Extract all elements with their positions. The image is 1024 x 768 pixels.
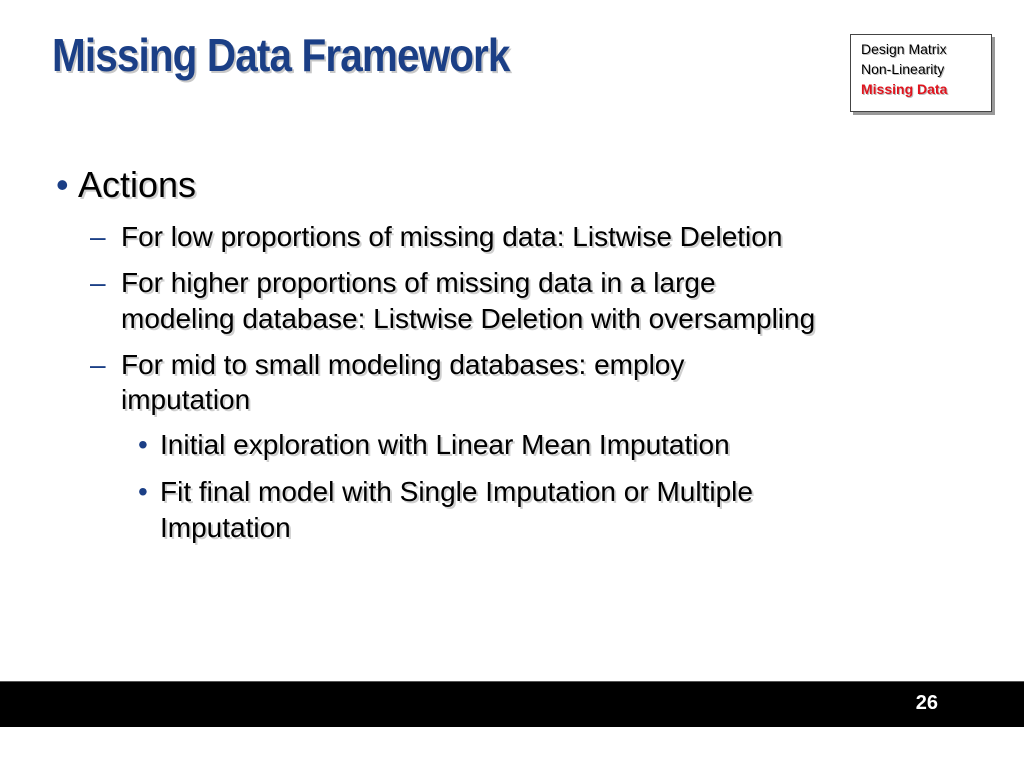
dash-icon: –: [90, 267, 106, 298]
bullet-text-continued: Imputation: [160, 512, 291, 543]
slide-title: Missing Data Framework: [52, 29, 510, 81]
section-nav-box: [850, 34, 992, 112]
dash-icon: –: [90, 349, 106, 380]
bullet-text-continued: imputation: [121, 384, 251, 415]
nav-item-design-matrix: Design Matrix: [861, 41, 947, 57]
footer-bar: [0, 681, 1024, 727]
bullet-text: Actions: [78, 164, 197, 205]
bullet-text: For mid to small modeling databases: employ: [121, 349, 685, 380]
dash-icon: –: [90, 221, 106, 252]
nav-item-missing-data: Missing Data: [861, 81, 948, 97]
bullet-icon: •: [56, 164, 69, 205]
bullet-text: For low proportions of missing data: Listwise Deletion: [121, 221, 783, 252]
bullet-text: Initial exploration with Linear Mean Imputation: [160, 429, 730, 460]
bullet-icon: •: [138, 429, 148, 460]
bullet-text-continued: modeling database: Listwise Deletion with oversampling: [121, 303, 816, 334]
page-number: 26: [915, 692, 938, 714]
nav-item-non-linearity: Non-Linearity: [861, 61, 945, 77]
bullet-text: For higher proportions of missing data in a large: [121, 267, 716, 298]
bullet-icon: •: [138, 476, 148, 507]
bullet-text: Fit final model with Single Imputation or Multiple: [160, 476, 753, 507]
